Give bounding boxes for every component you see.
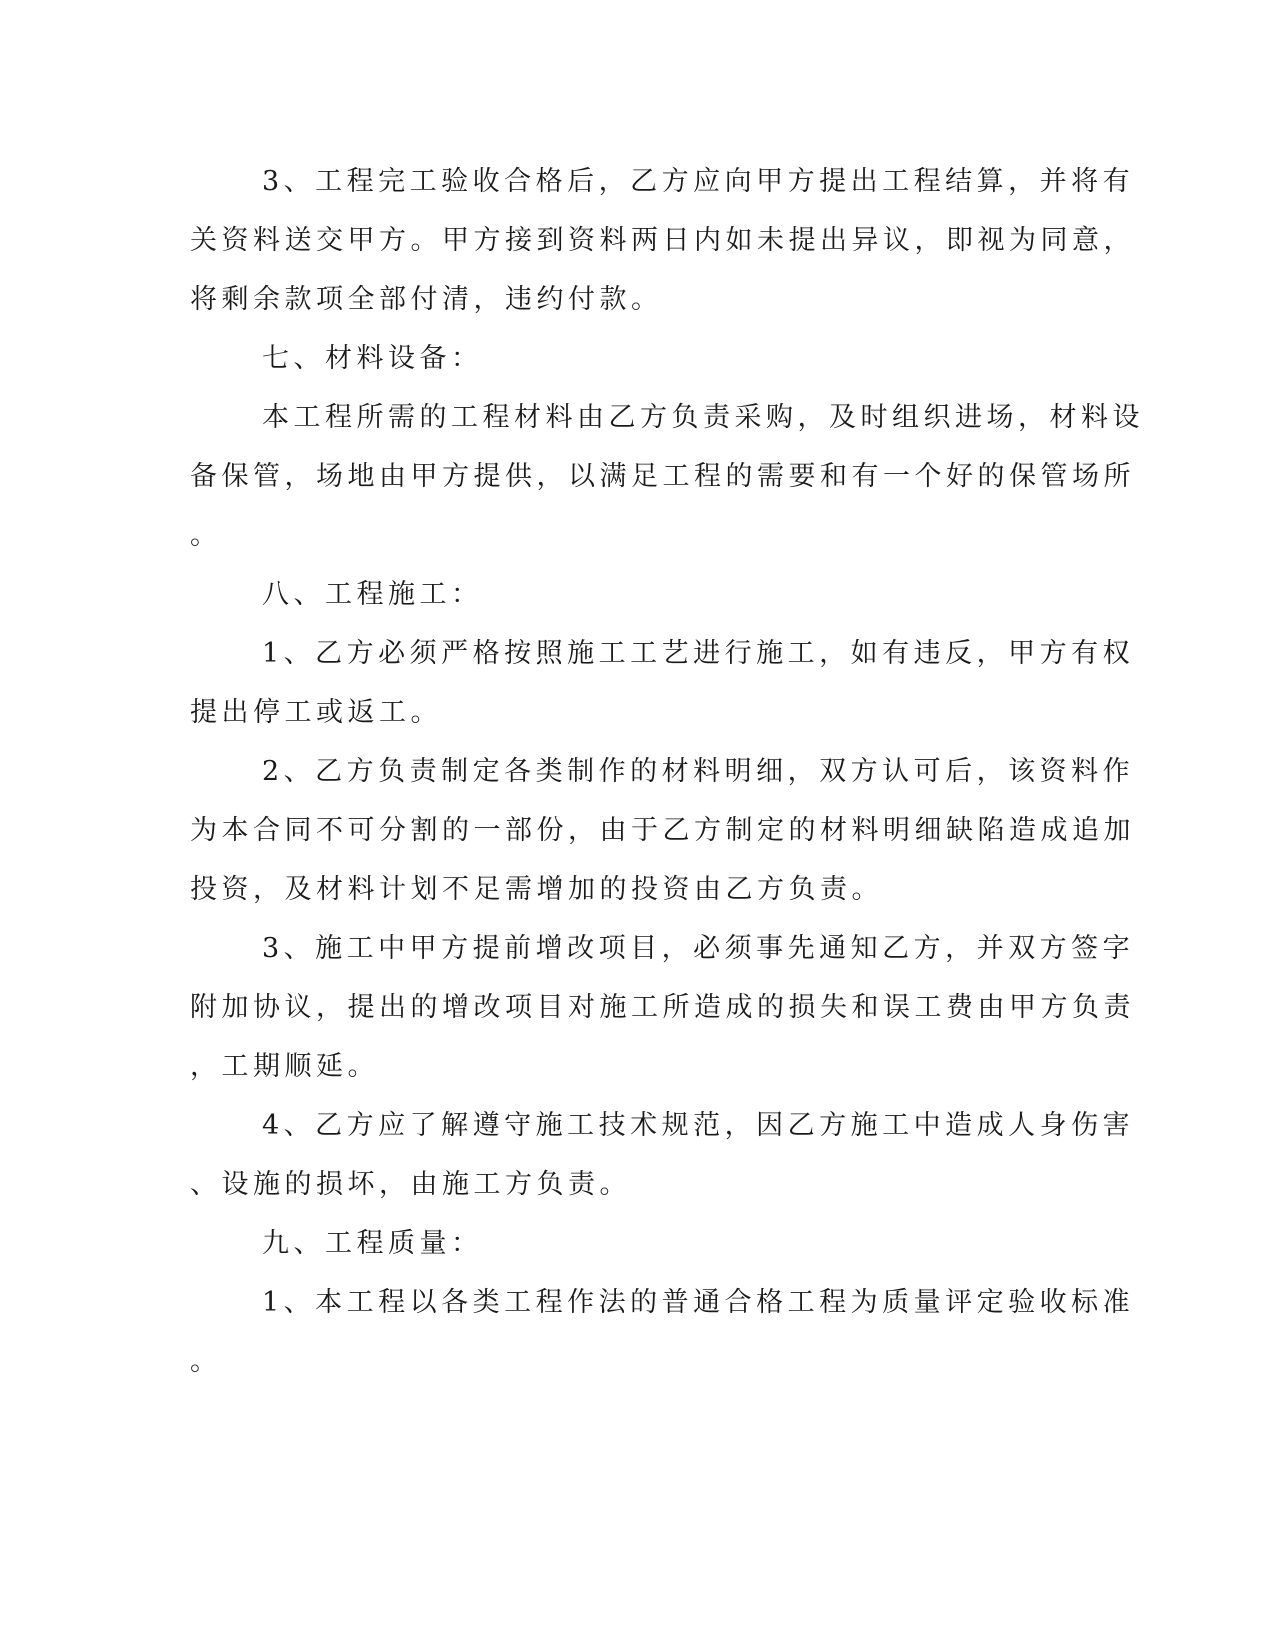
text-line: 4、乙方应了解遵守施工技术规范，因乙方施工中造成人身伤害 — [262, 1110, 1135, 1141]
text-line: 、设施的损坏，由施工方负责。 — [190, 1169, 631, 1200]
section-heading: 八、工程施工： — [262, 579, 483, 610]
text-line: 1、本工程以各类工程作法的普通合格工程为质量评定验收标准 — [262, 1287, 1135, 1318]
text-line: 投资，及材料计划不足需增加的投资由乙方负责。 — [190, 874, 883, 905]
text-line: ，工期顺延。 — [190, 1051, 379, 1082]
text-line: 1、乙方必须严格按照施工工艺进行施工，如有违反，甲方有权 — [262, 638, 1135, 669]
text-line: 附加协议，提出的增改项目对施工所造成的损失和误工费由甲方负责 — [190, 992, 1135, 1023]
text-line: 3、施工中甲方提前增改项目，必须事先通知乙方，并双方签字 — [262, 933, 1135, 964]
text-line: 。 — [190, 1346, 222, 1377]
text-line: 关资料送交甲方。甲方接到资料两日内如未提出异议，即视为同意， — [190, 225, 1135, 256]
text-line: 备保管，场地由甲方提供，以满足工程的需要和有一个好的保管场所 — [190, 461, 1135, 492]
section-heading: 七、材料设备： — [262, 343, 483, 374]
text-line: 本工程所需的工程材料由乙方负责采购，及时组织进场，材料设 — [262, 402, 1144, 433]
text-line: 3、工程完工验收合格后，乙方应向甲方提出工程结算，并将有 — [262, 166, 1135, 197]
text-line: 。 — [190, 520, 222, 551]
section-heading: 九、工程质量： — [262, 1228, 483, 1259]
text-line: 提出停工或返工。 — [190, 697, 442, 728]
text-line: 将剩余款项全部付清，违约付款。 — [190, 284, 663, 315]
text-line: 为本合同不可分割的一部份，由于乙方制定的材料明细缺陷造成追加 — [190, 815, 1135, 846]
text-line: 2、乙方负责制定各类制作的材料明细，双方认可后，该资料作 — [262, 756, 1135, 787]
